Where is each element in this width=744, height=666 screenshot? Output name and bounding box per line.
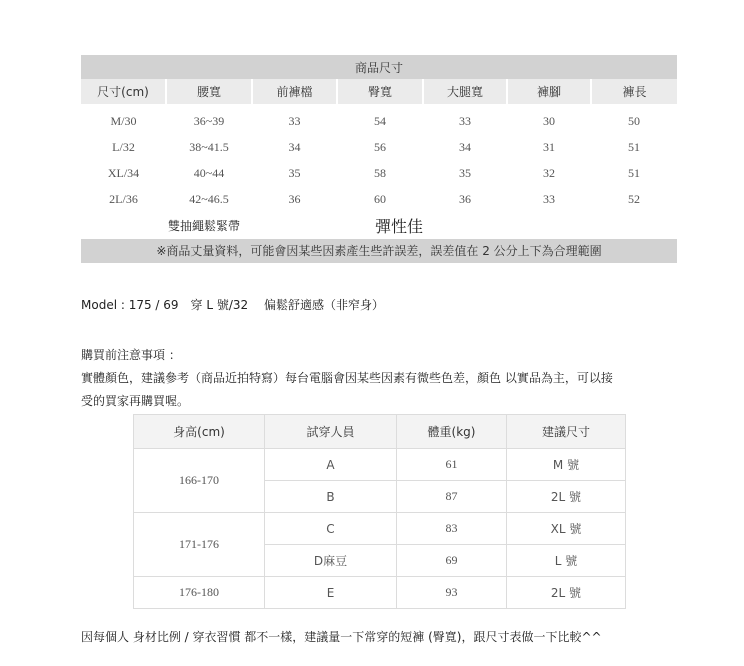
table-cell: 58 xyxy=(374,165,386,180)
table-cell: 32 xyxy=(543,165,555,180)
size-header-length: 褲長 xyxy=(591,79,677,104)
table-row xyxy=(134,577,626,609)
size-header-thigh: 大腿寬 xyxy=(423,79,507,104)
model-info: Model : 175 / 69 穿 L 號/32 偏鬆舒適感（非窄身） xyxy=(81,298,384,312)
fit-weight-cell: 83 xyxy=(397,513,507,545)
table-cell: L/32 xyxy=(112,139,135,154)
fit-tester-cell: D麻豆 xyxy=(265,545,397,577)
table-cell: 34 xyxy=(288,139,301,154)
size-header-size: 尺寸(cm) xyxy=(81,79,166,104)
fit-weight-cell: 69 xyxy=(397,545,507,577)
fitting-table xyxy=(133,414,626,609)
fit-header-suggested-size: 建議尺寸 xyxy=(507,415,626,449)
table-cell: 38~41.5 xyxy=(189,139,229,154)
fit-height-cell: 166-170 xyxy=(134,449,265,513)
table-cell: 35 xyxy=(288,165,301,180)
fit-height-cell: 171-176 xyxy=(134,513,265,577)
table-row xyxy=(134,449,626,481)
table-cell: 33 xyxy=(543,191,555,206)
table-cell: 51 xyxy=(628,165,640,180)
table-cell: 42~46.5 xyxy=(189,191,229,206)
fit-tester-cell: C xyxy=(265,513,397,545)
size-table-title: 商品尺寸 xyxy=(81,55,677,79)
fit-weight-cell: 61 xyxy=(397,449,507,481)
table-cell: 50 xyxy=(628,113,640,128)
table-cell: 36~39 xyxy=(193,113,225,128)
table-cell: 60 xyxy=(374,191,386,206)
size-header-hem: 褲腳 xyxy=(507,79,591,104)
size-comparison-tip: 因每個人 身材比例 / 穿衣習慣 都不一樣，建議量一下常穿的短褲 (臀寬)，跟尺寸表做一下比較^^ xyxy=(81,630,602,644)
table-cell: 52 xyxy=(628,191,640,206)
notice-text-line: 受的買家再購買喔。 xyxy=(81,394,190,408)
fitting-table-header-row xyxy=(134,415,626,449)
fit-weight-cell: 87 xyxy=(397,481,507,513)
table-cell: 30 xyxy=(543,113,555,128)
size-header-hip: 臀寬 xyxy=(337,79,423,104)
table-cell: 36 xyxy=(288,191,301,206)
table-row xyxy=(81,108,677,134)
fit-size-cell: 2L 號 xyxy=(507,481,626,513)
fit-header-height: 身高(cm) xyxy=(134,415,265,449)
fit-size-cell: L 號 xyxy=(507,545,626,577)
fit-header-tester: 試穿人員 xyxy=(265,415,397,449)
drawstring-note: 雙抽繩鬆緊帶 xyxy=(168,219,241,233)
table-cell: XL/34 xyxy=(107,165,140,180)
table-cell: 51 xyxy=(628,139,640,154)
size-table-title-row xyxy=(81,55,677,79)
table-row xyxy=(81,134,677,160)
table-row xyxy=(134,513,626,545)
table-row xyxy=(81,186,677,212)
table-row xyxy=(81,160,677,186)
elastic-note: 彈性佳 xyxy=(375,217,424,236)
fit-tester-cell: E xyxy=(265,577,397,609)
table-cell: M/30 xyxy=(110,113,137,128)
size-header-waist: 腰寬 xyxy=(166,79,252,104)
fit-weight-cell: 93 xyxy=(397,577,507,609)
fit-size-cell: M 號 xyxy=(507,449,626,481)
table-cell: 40~44 xyxy=(193,165,225,180)
measurement-disclaimer: ※商品丈量資料，可能會因某些因素產生些許誤差，誤差值在 2 公分上下為合理範圍 xyxy=(81,239,677,263)
fit-tester-cell: A xyxy=(265,449,397,481)
fit-size-cell: 2L 號 xyxy=(507,577,626,609)
table-cell: 31 xyxy=(543,139,555,154)
table-cell: 35 xyxy=(459,165,471,180)
fit-size-cell: XL 號 xyxy=(507,513,626,545)
table-cell: 54 xyxy=(374,113,386,128)
notice-text-line: 實體顏色，建議參考（商品近拍特寫）每台電腦會因某些因素有微些色差，顏色 以實品為主，可以接 xyxy=(81,371,613,385)
size-table xyxy=(81,55,677,212)
size-header-front-rise: 前褲檔 xyxy=(252,79,337,104)
notice-title: 購買前注意事項 ： xyxy=(81,348,181,362)
fit-tester-cell: B xyxy=(265,481,397,513)
table-cell: 34 xyxy=(459,139,471,154)
table-cell: 33 xyxy=(288,113,301,128)
table-cell: 36 xyxy=(459,191,471,206)
table-cell: 2L/36 xyxy=(109,191,138,206)
table-cell: 33 xyxy=(459,113,471,128)
fit-height-cell: 176-180 xyxy=(134,577,265,609)
fit-header-weight: 體重(kg) xyxy=(397,415,507,449)
table-cell: 56 xyxy=(374,139,386,154)
size-table-header-row xyxy=(81,79,677,104)
